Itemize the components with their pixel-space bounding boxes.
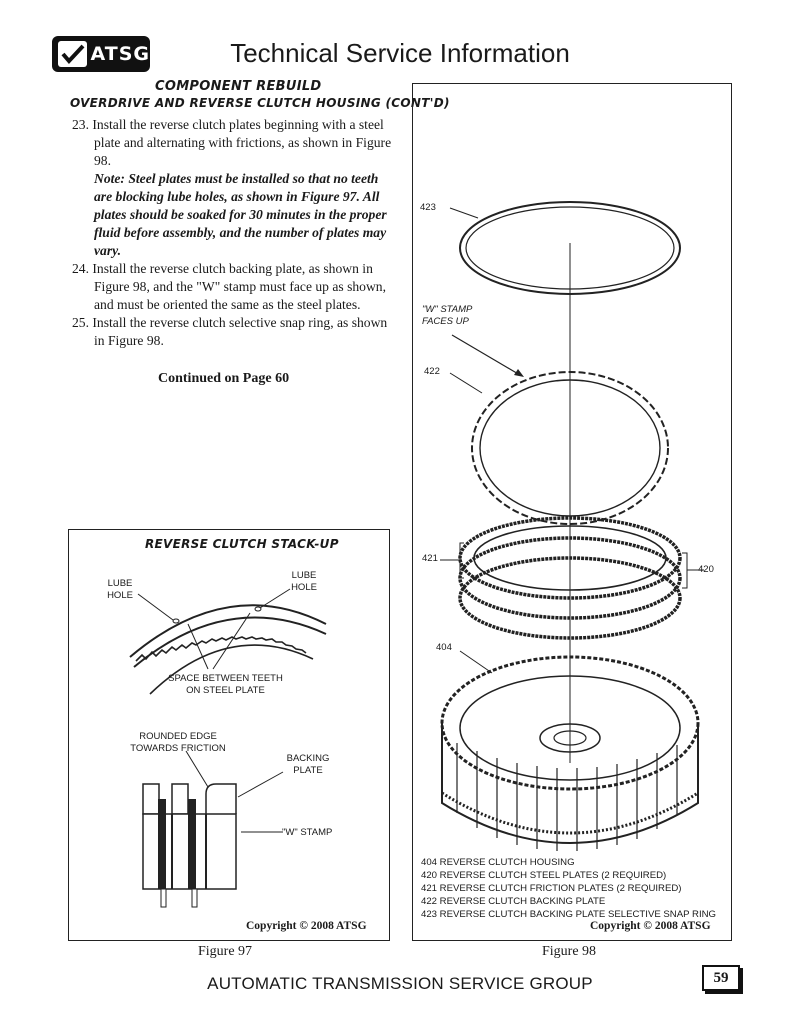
callout-404: 404 [436, 642, 452, 653]
callout-w-stamp-faces-up: "W" STAMP FACES UP [422, 304, 473, 327]
arrow-w-stamp [514, 369, 524, 377]
friction-plate-2 [188, 799, 196, 889]
figure-98-caption: Figure 98 [542, 944, 597, 959]
figure-98-drawing [412, 83, 732, 941]
backing-plate-block [206, 784, 236, 814]
housing-404-gear [442, 793, 698, 833]
label-backing-plate: BACKING PLATE [286, 753, 330, 776]
atsg-logo [52, 36, 150, 72]
leader-backing-plate [238, 772, 283, 797]
plate-block-2 [172, 784, 188, 814]
section-subtitle: OVERDRIVE AND REVERSE CLUTCH HOUSING (CONT'D) [70, 96, 450, 110]
instructions [72, 116, 397, 350]
housing-arc-inner [134, 618, 326, 667]
leader-404 [460, 651, 492, 673]
legend-item: 404 REVERSE CLUTCH HOUSING [421, 857, 575, 868]
note-steel-plates: Note: Steel plates must be installed so that no teeth are blocking lube holes, as shown in Figure 97. All plates should be soaked for 30 minutes in the proper fluid before assembly, and the number of plates may vary. [94, 171, 387, 258]
step-24: 24. Install the reverse clutch backing plate, as shown in Figure 98, and the "W" stamp must face up as shown, and must be oriented the same as the steel plates. [72, 261, 386, 312]
figure-98-legend [421, 856, 716, 921]
callout-421: 421 [422, 553, 438, 564]
step-23: 23. Install the reverse clutch plates beginning with a steel plate and alternating with frictions, as shown in Figure 98. [72, 117, 392, 168]
housing-404-splines [457, 743, 677, 851]
figure-98-copyright: Copyright © 2008 ATSG [590, 920, 711, 932]
callout-420: 420 [698, 564, 714, 575]
figure-97-copyright: Copyright © 2008 ATSG [246, 920, 367, 932]
callout-422: 422 [424, 366, 440, 377]
legend-item: 420 REVERSE CLUTCH STEEL PLATES (2 REQUIRED) [421, 870, 667, 881]
continued-note: Continued on Page 60 [158, 371, 290, 386]
leader-rounded-edge [186, 751, 208, 787]
steel-tab-2 [192, 889, 197, 907]
checkmark-icon [58, 41, 87, 67]
figure-97-title: REVERSE CLUTCH STACK-UP [145, 537, 339, 551]
label-lube-hole-left: LUBE HOLE [107, 578, 133, 601]
page-number: 59 [702, 965, 740, 991]
step-25: 25. Install the reverse clutch selective snap ring, as shown in Figure 98. [72, 315, 388, 348]
label-lube-hole-right: LUBE HOLE [291, 570, 317, 593]
figure-97-caption: Figure 97 [198, 944, 253, 959]
callout-423: 423 [420, 202, 436, 213]
page-title: Technical Service Information [230, 38, 570, 68]
label-rounded-edge: ROUNDED EDGE TOWARDS FRICTION [130, 731, 226, 754]
legend-item: 422 REVERSE CLUTCH BACKING PLATE [421, 896, 606, 907]
steel-tab-1 [161, 889, 166, 907]
plate-block-1 [143, 784, 159, 814]
label-w-stamp: "W" STAMP [282, 827, 333, 838]
legend-item: 421 REVERSE CLUTCH FRICTION PLATES (2 REQUIRED) [421, 883, 682, 894]
label-space-between: SPACE BETWEEN TEETH ON STEEL PLATE [168, 673, 283, 696]
friction-plate-1 [158, 799, 166, 889]
logo-text: ATSG [90, 43, 150, 65]
legend-item: 423 REVERSE CLUTCH BACKING PLATE SELECTIVE SNAP RING [421, 909, 717, 920]
footer-text: AUTOMATIC TRANSMISSION SERVICE GROUP [207, 974, 593, 993]
bracket-420 [682, 553, 687, 588]
section-title: COMPONENT REBUILD [155, 79, 322, 94]
lube-hole-left [173, 619, 179, 623]
